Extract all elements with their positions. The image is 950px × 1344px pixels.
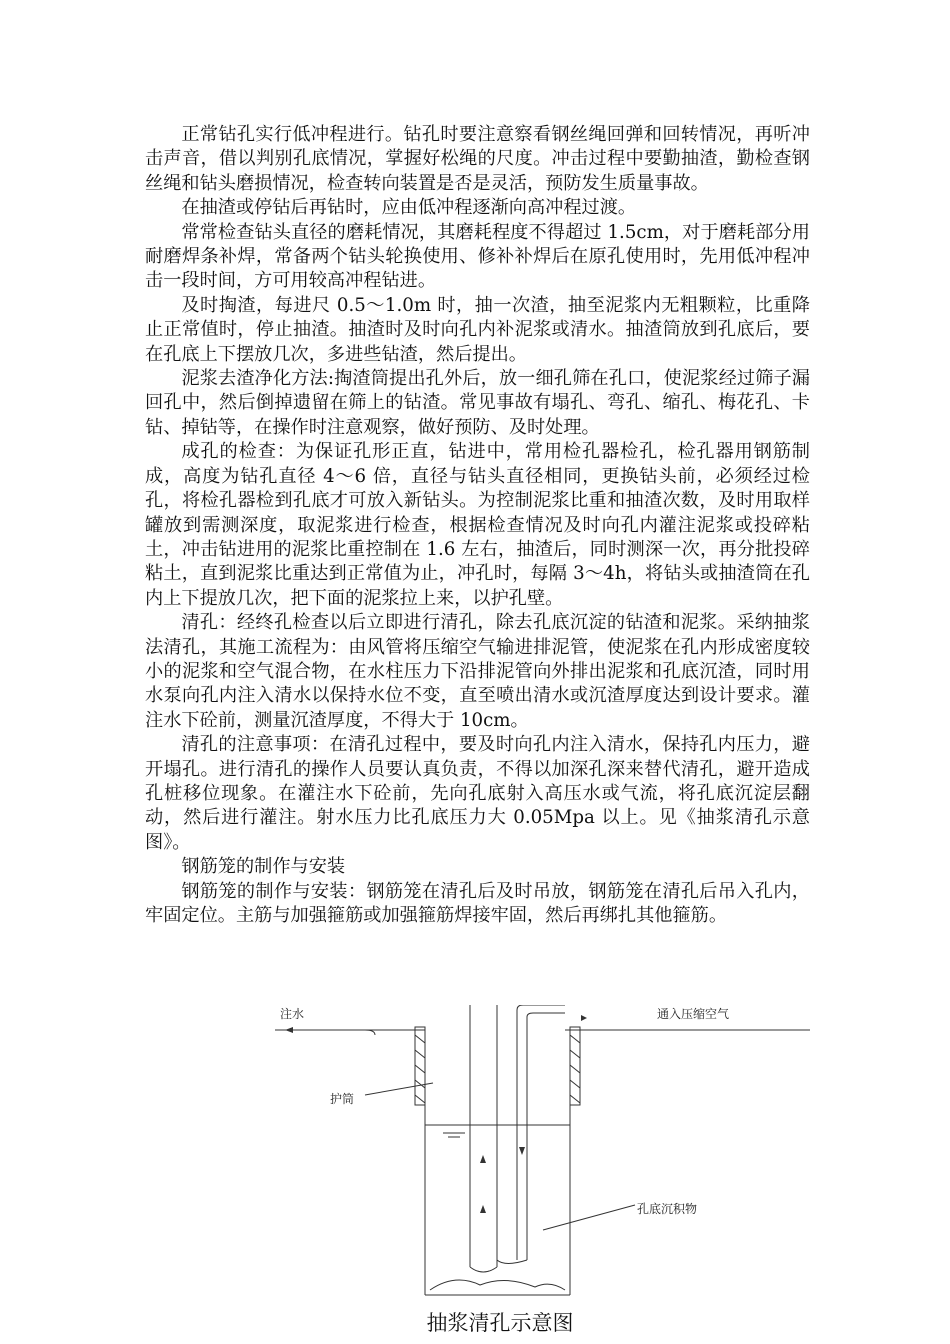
pump-cleaning-diagram: [265, 1005, 815, 1305]
label-water-in: 注水: [280, 1007, 305, 1021]
casing-leader: [365, 1083, 433, 1095]
paragraph: 清孔：经终孔检查以后立即进行清孔，除去孔底沉淀的钻渣和泥浆。采纳抽浆法清孔，其施工流程为：由风管将压缩空气输进排泥管，使泥浆在孔内形成密度较小的泥浆和空气混合物，在水柱压力下沿排泥管向外排出泥浆和孔底沉渣，同时用水泵向孔内注入清水以保持水位不变，直至喷出清水或沉渣厚度达到设计要求。灌注水下砼前，测量沉渣厚度，不得大于 10cm。: [145, 612, 810, 731]
flow-arrows: [285, 1015, 587, 1213]
paragraph: 钢筋笼的制作与安装：钢筋笼在清孔后及时吊放，钢筋笼在清孔后吊入孔内，牢固定位。主筋与加强箍筋或加强箍筋焊接牢固，然后再绑扎其他箍筋。: [145, 880, 810, 926]
body-text: [145, 123, 810, 928]
paragraph: 常常检查钻头直径的磨耗情况，其磨耗程度不得超过 1.5cm，对于磨耗部分用耐磨焊条补焊，常备两个钻头轮换使用、修补补焊后在原孔使用时，先用低冲程冲击一段时间，方可用较高冲程钻进。: [145, 221, 810, 292]
sediment-mound: [430, 1280, 565, 1290]
label-sediment: 孔底沉积物: [637, 1202, 698, 1216]
diagram-drawing: [265, 1005, 815, 1305]
paragraph: 泥浆去渣净化方法:掏渣筒提出孔外后，放一细孔筛在孔口，使泥浆经过筛子漏回孔中，然后倒掉遗留在筛上的钻渣。常见事故有塌孔、弯孔、缩孔、梅花孔、卡钻、掉钻等，在操作时注意观察，做好预防、及时处理。: [145, 368, 810, 438]
paragraph: 在抽渣或停钻后再钻时，应由低冲程逐渐向高冲程过渡。: [181, 197, 637, 219]
paragraph: 钢筋笼的制作与安装: [181, 856, 346, 878]
water-inlet: [305, 1030, 375, 1035]
figure-caption: 抽浆清孔示意图: [426, 1311, 574, 1335]
label-air-in: 通入压缩空气: [657, 1007, 730, 1021]
paragraph: 正常钻孔实行低冲程进行。钻孔时要注意察看钢丝绳回弹和回转情况，再听冲击声音，借以判别孔底情况，掌握好松绳的尺度。冲击过程中要勤抽渣，勤检查钢丝绳和钻头磨损情况，检查转向装置是否是灵活，预防发生质量事故。: [145, 124, 810, 194]
paragraph: 及时掏渣，每进尺 0.5～1.0m 时，抽一次渣，抽至泥浆内无粗颗粒，比重降止正常值时，停止抽渣。抽渣时及时向孔内补泥浆或清水。抽渣筒放到孔底后，要在孔底上下摆放几次，多进些钻渣，然后提出。: [145, 294, 810, 365]
label-casing: 护筒: [330, 1092, 355, 1106]
air-hose-top: [517, 1005, 565, 1030]
paragraph: 清孔的注意事项：在清孔过程中，要及时向孔内注入清水，保持孔内压力，避开塌孔。进行清孔的操作人员要认真负责，不得以加深孔深来替代清孔，避开造成孔桩移位现象。在灌注水下砼前，先向孔底射入高压水或气流，将孔底沉淀层翻动，然后进行灌注。射水压力比孔底压力大 0.05Mpa 以上。见《抽浆清孔示意图》。: [145, 734, 810, 853]
paragraph: 成孔的检查：为保证孔形正直，钻进中，常用检孔器检孔，检孔器用钢筋制成，高度为钻孔直径 4～6 倍，直径与钻头直径相同，更换钻头前，必须经过检孔，将检孔器检到孔底才可放入新钻头。为控制泥浆比重和抽渣次数，及时用取样罐放到需测深度，取泥浆进行检查，根据检查情况及时向孔内灌注泥浆或投碎粘土，冲击钻进用的泥浆比重控制在 1.6 左右，抽渣后，同时测深一次，再分批投碎粘土，直到泥浆比重达到正常值为止，冲孔时，每隔 3～4h，将钻头或抽渣筒在孔内上下提放几次，把下面的泥浆拉上来，以护孔壁。: [145, 441, 810, 609]
sediment-leader: [543, 1205, 635, 1230]
